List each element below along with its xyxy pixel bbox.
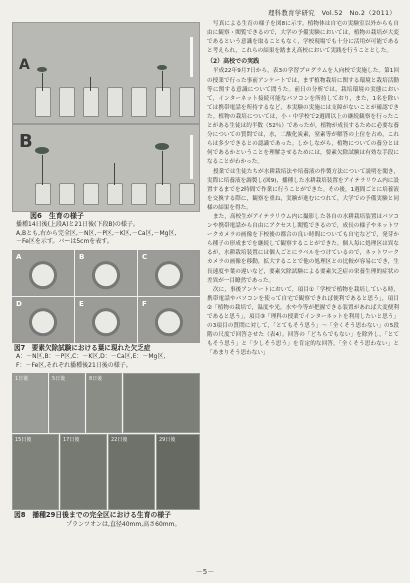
day-label: 1日後 — [15, 376, 29, 382]
bottle — [131, 87, 147, 117]
leaf — [155, 143, 169, 150]
paragraph: 写真による生育の様子を図8に示す。植物体は自宅の実験室以外からも自由に観察・閲覧できるので，大学の予備実験においては，植物の栽培が大変であるという意識を取ることもなく，学校現場でも十分に活用が可能であると考えられ，これらの結果を踏まえ高校において実践を行うこととした。 — [207, 21, 399, 55]
plant — [42, 155, 43, 185]
bottle — [107, 183, 123, 205]
bottle — [155, 183, 171, 205]
day-label: 5日後 — [52, 376, 66, 382]
day-label: 22日後 — [111, 437, 128, 443]
bottle — [179, 87, 195, 117]
cell-label: B — [79, 253, 85, 261]
bottle — [35, 87, 51, 117]
fig7-caption — [16, 353, 202, 370]
fig8-tile — [49, 373, 85, 433]
fig8-title: 図8 播種29日後までの完全区における生育の様子 — [14, 511, 171, 519]
bottle — [59, 183, 75, 205]
cell-label: F — [142, 300, 147, 308]
cell-label: D — [16, 300, 22, 308]
fig7-cell-a — [12, 250, 74, 296]
bottle — [35, 183, 51, 205]
cell-label: E — [79, 300, 84, 308]
fig7-caption-line: A：－N区,B：－P区,C：－K区,D：－Ca区,E：－Mg区, — [16, 353, 166, 360]
scale-bar — [190, 37, 193, 77]
day-label: 17日後 — [63, 437, 80, 443]
bottle — [107, 87, 123, 117]
paragraph: 授業では生徒たちが水耕栽培法や培養液の作製方法について説明を聞き，実際に培養液を調製し(図9)，播種した水耕栽培装置をアイテラリウム内に設置するまでを2時間で作業に行うことができた。その後，1週間ごとに培養液を交換する際に，観察を重ね，実験が進むにつれて，大学での予備実験と同様の結果を得た。 — [207, 168, 399, 211]
plant — [162, 151, 163, 185]
fig8-tile — [156, 434, 200, 510]
fig6-caption-line: －Fe区を示す。バーは5cmを表す。 — [16, 238, 113, 245]
fig6-caption — [16, 221, 202, 247]
fig8-tile — [108, 434, 155, 510]
fig8-tile — [86, 373, 122, 433]
plant — [162, 71, 163, 91]
leaf — [35, 147, 49, 154]
fig6-photo-b — [12, 124, 200, 212]
leaf — [37, 67, 47, 72]
scale-bar — [190, 135, 193, 179]
body-text-column — [207, 20, 399, 358]
fig6-photo-a — [12, 22, 200, 124]
fig8-caption: プランツオンは,直径40mm,高さ60mm。 — [66, 521, 181, 528]
fig6-caption-line: 播種14日後(上段A)と21日後(下段B)の様子。 — [16, 221, 139, 228]
day-label: 8日後 — [89, 376, 103, 382]
fig8-tile — [60, 434, 107, 510]
fig6-caption-line: A,Bとも,右から完全区,－N区,－P区,－K区,－Ca区,－Mg区, — [16, 229, 177, 237]
fig7-caption-line: F：－Fe区,それぞれ播種後21日後の様子。 — [16, 361, 132, 369]
fig6-label-b: B — [19, 131, 33, 152]
cell-label: A — [16, 253, 22, 261]
fig7-cell-c — [138, 250, 200, 296]
paragraph: 次に，事後アンケートにおいて，項目①「学校で植物を栽培している時，携帯電話やパソコンを使って自宅で観察できれば便利であると思う」，項目②「植物の栽培で，温度や光，水や今等が把握できる装置があれば大変便利であると思う」，項目③「理科の授業でインターネットを利用したいと思う」の3項目の質問に対して，「とてもそう思う」～「全くそう思わない」の5段階の尺度で回答させた（表4）。回答の「どちらでもない」を除外し，「とてもそう思う」と「少しそう思う」を肯定的な回答，「全くそう思わない」と「あまりそう思わない」 — [207, 286, 399, 357]
journal-header: 理科教育学研究 Vol.52 No.2（2011） — [267, 9, 396, 17]
fig7-cell-f — [138, 297, 200, 343]
bottle — [179, 183, 195, 205]
bottle — [155, 87, 171, 117]
fig6-label-a: A — [19, 57, 30, 73]
fig7-cell-d — [12, 297, 74, 343]
plant — [114, 163, 115, 185]
page-number: －5－ — [195, 568, 215, 576]
plant — [90, 77, 91, 91]
paragraph: 平成22年9月7日から，表3の学習プログラムを人向校で実施した。第1回の授業で行った事前アンケートでは，まず植物栽培に関する環境と栽培活動等に関する意識について問うた。前日の分析では，栽培環境の実態において，インターネット接続可能なパソコンを所持しており，また，1名を除いては携帯電話を所持するなど，本実験の実施には支障がないことが確認できた。植物の栽培については，小・中学校で2週間以上の継続観察を行ったことがある生徒は約半数（52％）であったが，植物が成長するために必要な養分についての質問では，水，二酸化炭素，窒素等が解答の上位を占め，これらは多少できるとの認識であった。しかしながら，植物についての養分とは何であるかということを理解させるためには，要素欠除試験は有効な手段になることがわかった。 — [207, 68, 399, 166]
fig8-tile-large — [123, 373, 200, 433]
fig7-cell-e — [75, 297, 137, 343]
fig7-cell-b — [75, 250, 137, 296]
fig8-tile — [12, 373, 48, 433]
cell-label: C — [142, 253, 148, 261]
plant — [42, 73, 43, 91]
bottle — [131, 183, 147, 205]
day-label: 29日後 — [159, 437, 176, 443]
bottle — [59, 87, 75, 117]
bottle — [83, 183, 99, 205]
day-label: 15日後 — [15, 437, 32, 443]
fig7-title: 図7 要素欠除試験における葉に現れた欠乏症 — [14, 344, 151, 352]
fig8-tile — [12, 434, 59, 510]
paragraph: また，高校生がアイテラリウム内に撮影した各自の水耕栽培装置はパソコンや携帯電話から自由にアクセスし閲覧できるので，成長の様子やネットワークカメラの画像を下校後の都合の良い時間についても自宅などで，発芽から種子の形成までを継続して観察することができた。個人毎に処理区は異なるが，水耕栽培装置には個人ごとにラベルをつけているので，ネットワークカメラの画像を移動，拡大することで他の処理区との比較が容易にでき，生長速度や葉の違いなど，要素欠除試験による要素欠乏症の栄養生理的症状の差異が一目瞭然であった。 — [207, 213, 399, 284]
bottle — [83, 87, 99, 117]
section-heading: （2）高校での実践 — [207, 58, 260, 66]
fig6-title: 図6 生育の様子 — [30, 212, 84, 220]
leaf — [157, 65, 167, 70]
